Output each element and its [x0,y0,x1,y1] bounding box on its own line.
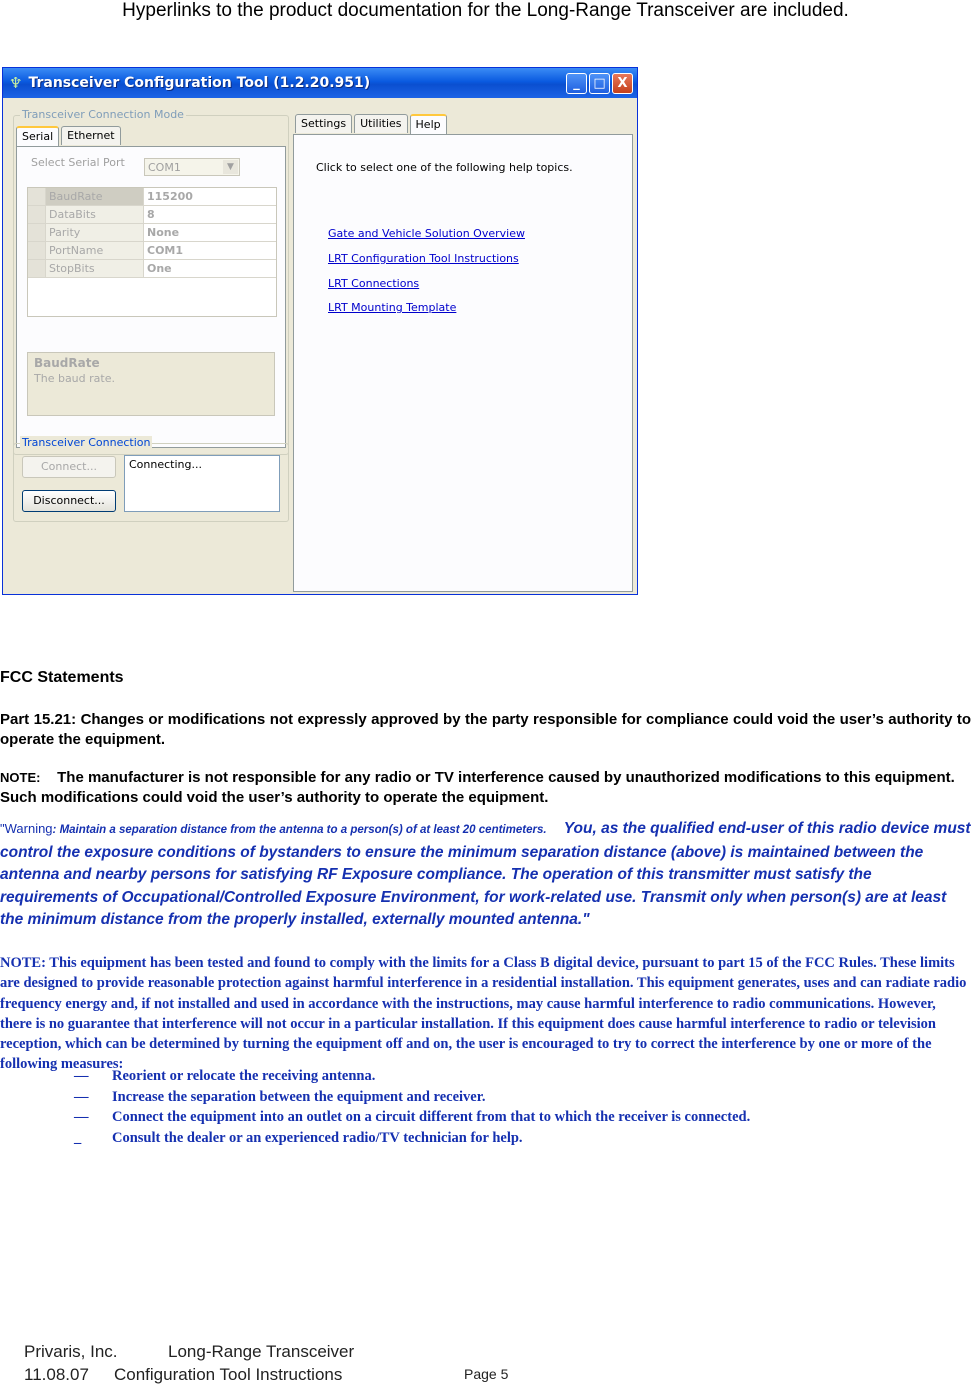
footer-date: 11.08.07 [24,1365,89,1384]
help-panel [293,134,633,592]
note-text: The manufacturer is not responsible for any radio or TV interference caused by unauthorized modifications to this equipment. Such modifications could void the user’s authority to operate the equipment. [0,769,955,806]
warning-distance: : Maintain a separation distance from the antenna to a person(s) of at least 20 centimeters. [52,824,547,836]
grid-name: Parity [46,224,144,241]
tab-utilities[interactable]: Utilities [354,114,407,133]
connect-button[interactable]: Connect... [22,456,116,478]
config-tool-window [2,67,638,595]
serial-port-value: COM1 [148,161,181,174]
connection-status: Connecting... [124,455,280,512]
connection-group [13,436,289,522]
grid-name: DataBits [46,206,144,223]
tab-help[interactable]: Help [410,114,447,136]
list-item: — Reorient or relocate the receiving antenna. [74,1068,376,1084]
grid-row[interactable] [28,242,276,260]
connection-title: Transceiver Connection [22,436,151,449]
list-item: — Connect the equipment into an outlet on a circuit different from that to which the receiver is connected. [74,1109,751,1125]
tab-settings[interactable]: Settings [295,114,352,133]
grid-row[interactable] [28,224,276,242]
grid-row[interactable] [28,188,276,206]
help-intro: Click to select one of the following help topics. [316,161,573,174]
window-title: Transceiver Configuration Tool (1.2.20.951) [28,75,371,91]
minimize-button[interactable]: _ [566,73,587,94]
fcc-heading: FCC Statements [0,669,124,686]
help-link-mounting-template[interactable]: LRT Mounting Template [328,301,457,314]
tower-icon: ♆ [9,74,23,92]
warning-text: You, as the qualified end-user of this radio device must control the exposure conditions of bystanders to ensure the minimum separation distance (above) is maintained between the antenna and nearby persons for satisfying RF Exposure compliance. The operation of this transmitter must satisfy the requirements of Occupational/Controlled Exposure Environment, for work-related use. Transmit only when person(s) are at least the minimum distance from the properly installed, externally mounted antenna." [0,820,971,928]
property-description [27,352,275,416]
help-link-config-instructions[interactable]: LRT Configuration Tool Instructions [328,252,519,265]
list-item: — Increase the separation between the equipment and receiver. [74,1088,486,1105]
note-paragraph [0,768,971,808]
help-link-overview[interactable]: Gate and Vehicle Solution Overview [328,227,525,240]
footer [24,1340,354,1386]
right-tabs [295,114,449,136]
part15-paragraph: Part 15.21: Changes or modifications not expressly approved by the party responsible for compliance could void the user’s authority to operate the equipment. [0,711,971,748]
grid-value: One [147,262,172,275]
grid-row[interactable] [28,260,276,278]
grid-value: 8 [147,208,155,221]
grid-name: BaudRate [46,188,144,205]
close-button[interactable]: X [612,73,633,94]
help-link-connections[interactable]: LRT Connections [328,277,420,290]
grid-value: COM1 [147,244,184,257]
tab-serial[interactable]: Serial [16,126,59,148]
page-number: Page 5 [464,1366,509,1382]
footer-company: Privaris, Inc. [24,1342,118,1361]
grid-name: StopBits [46,260,144,277]
grid-row[interactable] [28,206,276,224]
grid-value: None [147,226,180,239]
serial-port-select[interactable] [144,158,240,176]
mode-tabs [16,126,123,148]
footer-doc-title: Configuration Tool Instructions [114,1365,343,1384]
list-item: _ Consult the dealer or an experienced radio/TV technician for help. [74,1129,523,1146]
rf-warning [0,818,971,932]
grid-name: PortName [46,242,144,259]
grid-value: 115200 [147,190,193,203]
disconnect-button[interactable]: Disconnect... [22,490,116,512]
chevron-down-icon: ▼ [223,160,238,174]
serial-panel [16,146,286,448]
maximize-button[interactable]: □ [589,73,610,94]
warning-prefix: "Warning [0,821,53,836]
tab-ethernet[interactable]: Ethernet [61,126,120,145]
property-grid [27,187,277,317]
top-note: Hyperlinks to the product documentation for the Long-Range Transceiver are included. [122,0,849,21]
class-b-note: NOTE: This equipment has been tested and found to comply with the limits for a Class B digital device, pursuant to part 15 of the FCC Rules. These limits are designed to provide reasonable protection against harmful interference in a residential installation. This equipment generates, uses and can radiate radio frequency energy and, if not installed and used in accordance with the instructions, may cause harmful interference to radio communications. However, there is no guarantee that interference will not occur in a particular installation. If this equipment does cause harmful interference to radio or television reception, which can be determined by turning the equipment off and on, the user is encouraged to try to correct the interference by one or more of the following measures: [0,955,967,1073]
connection-mode-title: Transceiver Connection Mode [22,108,184,121]
title-bar[interactable] [3,68,637,98]
description-title: BaudRate [34,356,100,370]
footer-product: Long-Range Transceiver [168,1342,355,1361]
connection-mode-group [13,108,289,455]
description-text: The baud rate. [34,372,115,385]
measures-list [74,1068,750,1150]
note-label: NOTE: [0,770,41,785]
serial-port-label: Select Serial Port [31,156,125,169]
